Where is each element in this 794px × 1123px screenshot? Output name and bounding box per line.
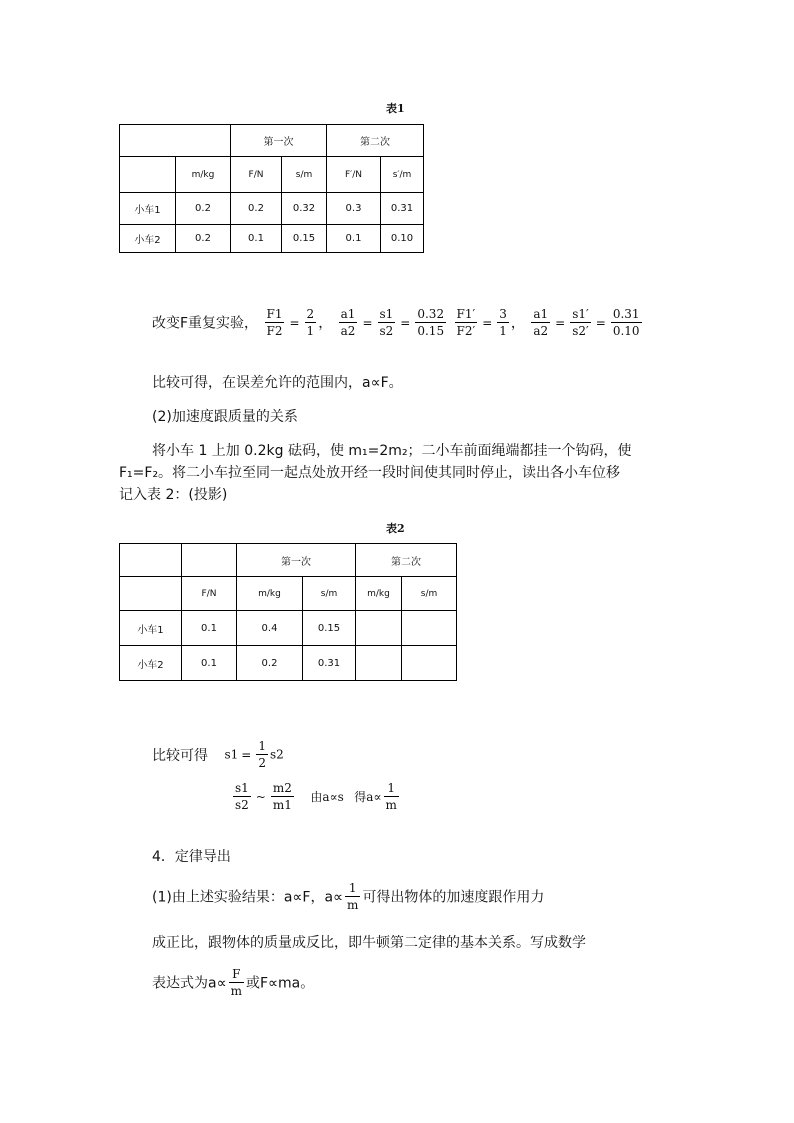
cell [356, 646, 402, 681]
cell: 0.2 [237, 646, 303, 681]
table1-header-first: 第一次 [231, 125, 327, 157]
cell: 0.2 [176, 225, 231, 253]
table1-col-header: s/m [282, 157, 327, 193]
section4-line-1: (1)由上述实验结果：a∝F，a∝ $\frac{1}{m}$ 可得出物体的加速度跟作用力 [152, 881, 545, 912]
table1-empty [120, 157, 176, 193]
cell: 0.1 [327, 225, 381, 253]
table2-col-header: m/kg [237, 577, 303, 611]
f-over-m-fraction: $\frac{F}{m}$ [230, 967, 242, 998]
table-row [120, 225, 424, 253]
m-ratio-fraction: $\frac{m2}{m1}$ [272, 781, 292, 812]
section-4-heading: 4．定律导出 [152, 849, 231, 865]
row-label: 小车2 [120, 646, 182, 681]
fp-ratio-value: $\frac{3}{1}$ [499, 307, 507, 338]
table1-col-header: F/N [231, 157, 282, 193]
section4-line-2: 成正比，跟物体的质量成反比，即牛顿第二定律的基本关系。写成数学 [152, 935, 586, 951]
table2-empty [120, 577, 182, 611]
cell: 0.4 [237, 611, 303, 646]
table-row [120, 193, 424, 225]
row-label: 小车1 [120, 193, 176, 225]
cell: 0.2 [176, 193, 231, 225]
row-label: 小车2 [120, 225, 176, 253]
cell: 0.2 [231, 193, 282, 225]
cell [356, 611, 402, 646]
formula1-lead: 改变F重复实验， [152, 315, 259, 332]
table2 [119, 543, 457, 681]
fp-ratio-fraction: $\frac{F1'}{F2'}$ [456, 307, 476, 338]
cell: 0.31 [303, 646, 356, 681]
section-2-heading: (2)加速度跟质量的关系 [152, 409, 298, 425]
row-label: 小车1 [120, 611, 182, 646]
formula-line-2: 比较可得 s1 = $\frac{1}{2}$ s2 [152, 739, 284, 770]
table2-corner [120, 544, 182, 577]
inverse-m-fraction: $\frac{1}{m}$ [385, 781, 397, 812]
table2-col-header: F/N [182, 577, 237, 611]
table1-corner [120, 125, 231, 157]
s-ratio-fraction: $\frac{s1}{s2}$ [235, 781, 249, 812]
cell: 0.1 [231, 225, 282, 253]
table2-header-first: 第一次 [237, 544, 356, 577]
f-ratio-value: $\frac{2}{1}$ [306, 307, 315, 338]
table1-col-header: s′/m [381, 157, 424, 193]
table2-col-header: m/kg [356, 577, 402, 611]
cell: 0.15 [282, 225, 327, 253]
cell: 0.3 [327, 193, 381, 225]
table1-header-second: 第二次 [327, 125, 424, 157]
s-ratio2-fraction: $\frac{s1'}{s2'}$ [572, 307, 589, 338]
a-ratio-value: $\frac{0.32}{0.15}$ [417, 307, 445, 338]
table-row [120, 611, 457, 646]
table2-empty [182, 544, 237, 577]
s-ratio-fraction: $\frac{s1}{s2}$ [379, 307, 394, 338]
table1-col-header: F′/N [327, 157, 381, 193]
table1-col-header: m/kg [176, 157, 231, 193]
table2-caption: 表2 [386, 522, 405, 535]
cell: 0.15 [303, 611, 356, 646]
cell: 0.1 [182, 611, 237, 646]
formula-line-1: 改变F重复实验， $\frac{F1}{F2}$ = $\frac{2}{1}$ ， $\frac{a1}{a2}$ = $\frac{s1}{s2}$ = $\frac{0.32}{0.15}$ $\frac{F1'}{F2'}$ = $\frac{3}{1}$ ， $\frac{a1}{a2}$ = $\frac{s1'}{s2'}$ = $\frac{0.31}{0.10}$ [152, 307, 640, 338]
compare-text-1: 比较可得，在误差允许的范围内，a∝F。 [152, 375, 403, 391]
paragraph-line: 记入表 2：(投影) [119, 487, 228, 503]
a-ratio2-value: $\frac{0.31}{0.10}$ [612, 307, 640, 338]
cell: 0.1 [182, 646, 237, 681]
half-fraction: $\frac{1}{2}$ [258, 739, 266, 770]
a-ratio-fraction: $\frac{a1}{a2}$ [340, 307, 356, 338]
cell: 0.10 [381, 225, 424, 253]
paragraph-line: 将小车 1 上加 0.2kg 砝码，使 m₁=2m₂；二小车前面绳端都挂一个钩码，使 [152, 443, 632, 459]
table2-col-header: s/m [303, 577, 356, 611]
paragraph-line: F₁=F₂。将二小车拉至同一起点处放开经一段时间使其同时停止，读出各小车位移 [119, 465, 621, 481]
formula-line-3: $\frac{s1}{s2}$ ~ $\frac{m2}{m1}$ 由a∝s 得a∝ $\frac{1}{m}$ [235, 781, 397, 812]
cell: 0.31 [381, 193, 424, 225]
table2-col-header: s/m [402, 577, 457, 611]
table2-header-second: 第二次 [356, 544, 457, 577]
formula2-lead: 比较可得 [152, 747, 208, 764]
cell [402, 611, 457, 646]
table1-caption: 表1 [386, 102, 405, 115]
f-ratio-fraction: $\frac{F1}{F2}$ [266, 307, 283, 338]
a-ratio2-fraction: $\frac{a1}{a2}$ [533, 307, 549, 338]
table1 [119, 124, 424, 253]
table-row [120, 646, 457, 681]
cell [402, 646, 457, 681]
cell: 0.32 [282, 193, 327, 225]
inverse-m-fraction: $\frac{1}{m}$ [347, 881, 359, 912]
section4-line-3: 表达式为a∝ $\frac{F}{m}$ 或F∝ma。 [152, 967, 315, 998]
